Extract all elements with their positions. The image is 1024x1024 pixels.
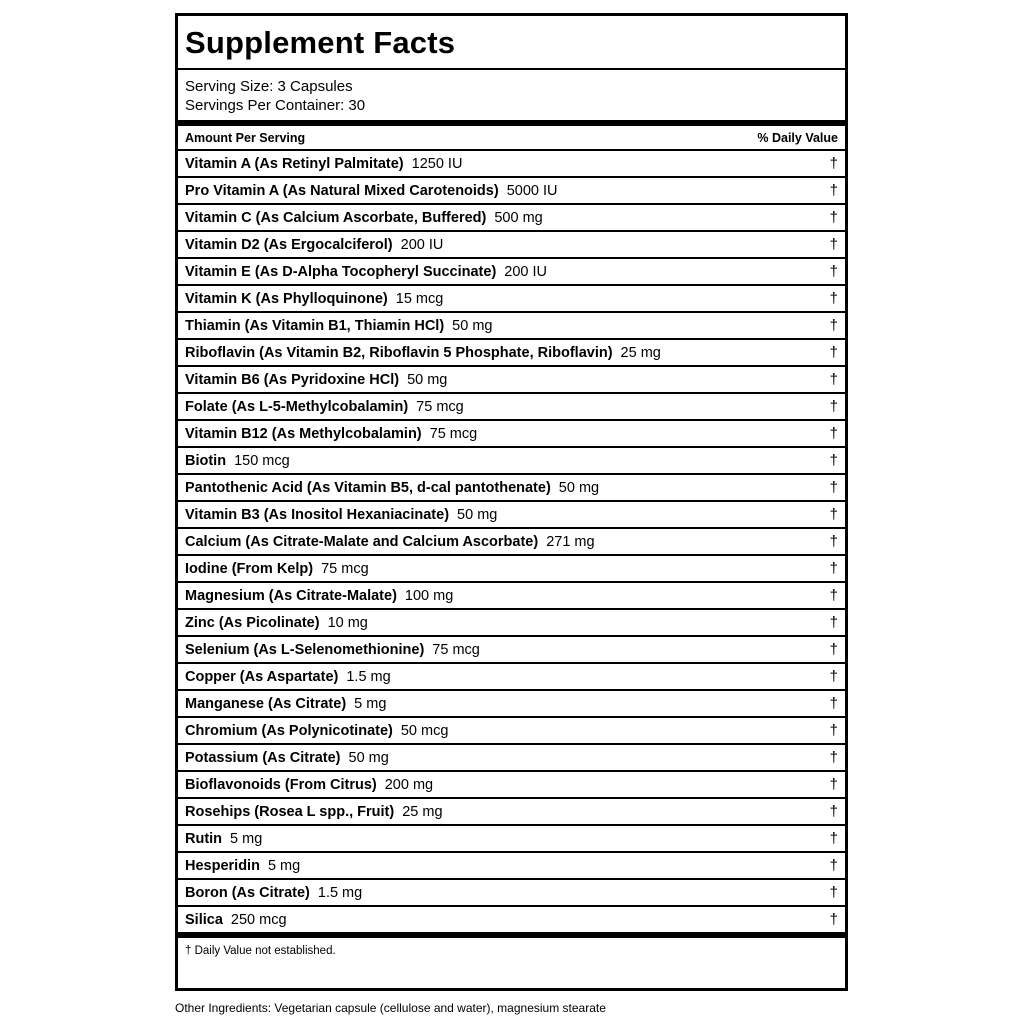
daily-value-dagger: † <box>829 452 838 469</box>
daily-value-header: % Daily Value <box>757 130 838 145</box>
nutrient-label <box>185 804 443 820</box>
nutrient-label <box>185 696 386 712</box>
nutrient-amount: 500 mg <box>494 209 543 226</box>
nutrient-amount: 200 IU <box>400 236 444 253</box>
daily-value-dagger: † <box>829 533 838 550</box>
nutrient-amount: 1.5 mg <box>346 668 391 685</box>
nutrient-list <box>178 151 845 932</box>
nutrient-label <box>185 723 448 739</box>
daily-value-dagger: † <box>829 290 838 307</box>
table-row <box>178 772 845 799</box>
nutrient-label <box>185 885 362 901</box>
nutrient-name: Vitamin K (As Phylloquinone) <box>185 290 388 307</box>
nutrient-amount: 200 IU <box>504 263 548 280</box>
nutrient-amount: 25 mg <box>620 344 661 361</box>
nutrient-name: Pro Vitamin A (As Natural Mixed Carotenoids) <box>185 182 499 199</box>
nutrient-amount: 50 mg <box>452 317 493 334</box>
table-row <box>178 502 845 529</box>
nutrient-name: Vitamin E (As D-Alpha Tocopheryl Succinate) <box>185 263 497 280</box>
nutrient-amount: 75 mcg <box>429 425 478 442</box>
nutrient-name: Vitamin B12 (As Methylcobalamin) <box>185 425 422 442</box>
daily-value-dagger: † <box>829 911 838 928</box>
daily-value-dagger: † <box>829 830 838 847</box>
daily-value-dagger: † <box>829 668 838 685</box>
nutrient-amount: 50 mg <box>348 749 389 766</box>
nutrient-amount: 25 mg <box>402 803 443 820</box>
nutrient-name: Vitamin A (As Retinyl Palmitate) <box>185 155 404 172</box>
table-row <box>178 421 845 448</box>
table-row <box>178 367 845 394</box>
nutrient-label <box>185 399 464 415</box>
nutrient-amount: 5 mg <box>267 857 301 874</box>
daily-value-dagger: † <box>829 884 838 901</box>
nutrient-name: Zinc (As Picolinate) <box>185 614 320 631</box>
nutrient-amount: 271 mg <box>546 533 595 550</box>
table-row <box>178 556 845 583</box>
daily-value-dagger: † <box>829 803 838 820</box>
table-header <box>178 126 845 151</box>
table-row <box>178 448 845 475</box>
table-row <box>178 826 845 853</box>
daily-value-dagger: † <box>829 614 838 631</box>
daily-value-dagger: † <box>829 641 838 658</box>
servings-per-container: Servings Per Container: 30 <box>185 97 366 114</box>
nutrient-label <box>185 777 433 793</box>
table-row <box>178 637 845 664</box>
daily-value-dagger: † <box>829 209 838 226</box>
nutrient-amount: 15 mcg <box>395 290 444 307</box>
nutrient-label <box>185 345 661 361</box>
serving-info <box>178 70 845 120</box>
nutrient-amount: 5000 IU <box>506 182 558 199</box>
supplement-facts-panel <box>175 13 848 991</box>
table-row <box>178 232 845 259</box>
nutrient-label <box>185 534 595 550</box>
nutrient-name: Chromium (As Polynicotinate) <box>185 722 393 739</box>
table-row <box>178 691 845 718</box>
nutrient-label <box>185 237 443 253</box>
nutrient-name: Vitamin C (As Calcium Ascorbate, Buffered) <box>185 209 487 226</box>
table-row <box>178 718 845 745</box>
table-row <box>178 583 845 610</box>
daily-value-dagger: † <box>829 560 838 577</box>
table-row <box>178 745 845 772</box>
daily-value-dagger: † <box>829 425 838 442</box>
daily-value-dagger: † <box>829 236 838 253</box>
nutrient-amount: 75 mcg <box>416 398 464 415</box>
daily-value-dagger: † <box>829 587 838 604</box>
nutrient-label <box>185 210 543 226</box>
nutrient-name: Vitamin D2 (As Ergocalciferol) <box>185 236 393 253</box>
nutrient-name: Vitamin B3 (As Inositol Hexaniacinate) <box>185 506 450 523</box>
nutrient-amount: 10 mg <box>327 614 368 631</box>
daily-value-dagger: † <box>829 749 838 766</box>
nutrient-label <box>185 156 462 172</box>
table-row <box>178 907 845 932</box>
table-row <box>178 205 845 232</box>
nutrient-name: Hesperidin <box>185 857 260 874</box>
table-row <box>178 286 845 313</box>
nutrient-label <box>185 588 453 604</box>
nutrient-name: Copper (As Aspartate) <box>185 668 339 685</box>
nutrient-name: Potassium (As Citrate) <box>185 749 341 766</box>
nutrient-amount: 150 mcg <box>234 452 290 469</box>
table-row <box>178 178 845 205</box>
table-row <box>178 340 845 367</box>
table-row <box>178 610 845 637</box>
nutrient-label <box>185 291 443 307</box>
nutrient-amount: 50 mg <box>558 479 600 496</box>
nutrient-label <box>185 480 599 496</box>
daily-value-dagger: † <box>829 371 838 388</box>
footnote: † Daily Value not established. <box>185 945 336 957</box>
table-row <box>178 313 845 340</box>
nutrient-label <box>185 183 557 199</box>
nutrient-name: Pantothenic Acid (As Vitamin B5, d-cal pantothenate) <box>185 479 551 496</box>
nutrient-label <box>185 750 389 766</box>
nutrient-label <box>185 264 547 280</box>
nutrient-label <box>185 642 480 658</box>
table-row <box>178 529 845 556</box>
table-row <box>178 664 845 691</box>
nutrient-label <box>185 831 262 847</box>
nutrient-label <box>185 615 368 631</box>
daily-value-dagger: † <box>829 506 838 523</box>
daily-value-dagger: † <box>829 722 838 739</box>
nutrient-amount: 50 mcg <box>400 722 449 739</box>
table-row <box>178 151 845 178</box>
nutrient-amount: 50 mg <box>457 506 498 523</box>
nutrient-name: Rutin <box>185 830 223 847</box>
table-row <box>178 880 845 907</box>
nutrient-amount: 100 mg <box>404 587 454 604</box>
nutrient-label <box>185 858 300 874</box>
nutrient-name: Iodine (From Kelp) <box>185 560 314 577</box>
nutrient-name: Folate (As L-5-Methylcobalamin) <box>185 398 409 415</box>
nutrient-name: Bioflavonoids (From Citrus) <box>185 776 377 793</box>
nutrient-amount: 1.5 mg <box>317 884 363 901</box>
nutrient-amount: 5 mg <box>354 695 387 712</box>
daily-value-dagger: † <box>829 695 838 712</box>
daily-value-dagger: † <box>829 317 838 334</box>
nutrient-name: Thiamin (As Vitamin B1, Thiamin HCl) <box>185 317 445 334</box>
nutrient-name: Rosehips (Rosea L spp., Fruit) <box>185 803 395 820</box>
nutrient-label <box>185 561 369 577</box>
amount-per-serving-header: Amount Per Serving <box>185 130 306 145</box>
nutrient-label <box>185 318 492 334</box>
daily-value-dagger: † <box>829 344 838 361</box>
nutrient-name: Boron (As Citrate) <box>185 884 310 901</box>
nutrient-name: Silica <box>185 911 223 928</box>
other-ingredients: Other Ingredients: Vegetarian capsule (cellulose and water), magnesium stearate <box>175 1001 606 1015</box>
nutrient-label <box>185 372 447 388</box>
nutrient-name: Riboflavin (As Vitamin B2, Riboflavin 5 Phosphate, Riboflavin) <box>185 344 613 361</box>
table-row <box>178 853 845 880</box>
table-row <box>178 475 845 502</box>
nutrient-name: Biotin <box>185 452 227 469</box>
daily-value-dagger: † <box>829 776 838 793</box>
nutrient-label <box>185 453 290 469</box>
nutrient-name: Calcium (As Citrate-Malate and Calcium Ascorbate) <box>185 533 539 550</box>
nutrient-name: Selenium (As L-Selenomethionine) <box>185 641 425 658</box>
nutrient-amount: 1250 IU <box>411 155 463 172</box>
daily-value-dagger: † <box>829 398 838 415</box>
daily-value-dagger: † <box>829 182 838 199</box>
nutrient-label <box>185 669 391 685</box>
table-row <box>178 259 845 286</box>
table-row <box>178 799 845 826</box>
table-row <box>178 394 845 421</box>
nutrient-amount: 250 mcg <box>230 911 287 928</box>
nutrient-name: Manganese (As Citrate) <box>185 695 347 712</box>
nutrient-amount: 75 mcg <box>321 560 369 577</box>
daily-value-dagger: † <box>829 479 838 496</box>
nutrient-amount: 75 mcg <box>432 641 480 658</box>
nutrient-amount: 5 mg <box>230 830 263 847</box>
nutrient-amount: 200 mg <box>384 776 434 793</box>
nutrient-label <box>185 912 287 928</box>
daily-value-dagger: † <box>829 857 838 874</box>
daily-value-dagger: † <box>829 263 838 280</box>
nutrient-label <box>185 426 477 442</box>
nutrient-amount: 50 mg <box>407 371 448 388</box>
panel-title: Supplement Facts <box>178 16 845 70</box>
nutrient-label <box>185 507 497 523</box>
daily-value-dagger: † <box>829 155 838 172</box>
nutrient-name: Magnesium (As Citrate-Malate) <box>185 587 397 604</box>
serving-size: Serving Size: 3 Capsules <box>185 78 353 95</box>
nutrient-name: Vitamin B6 (As Pyridoxine HCl) <box>185 371 400 388</box>
